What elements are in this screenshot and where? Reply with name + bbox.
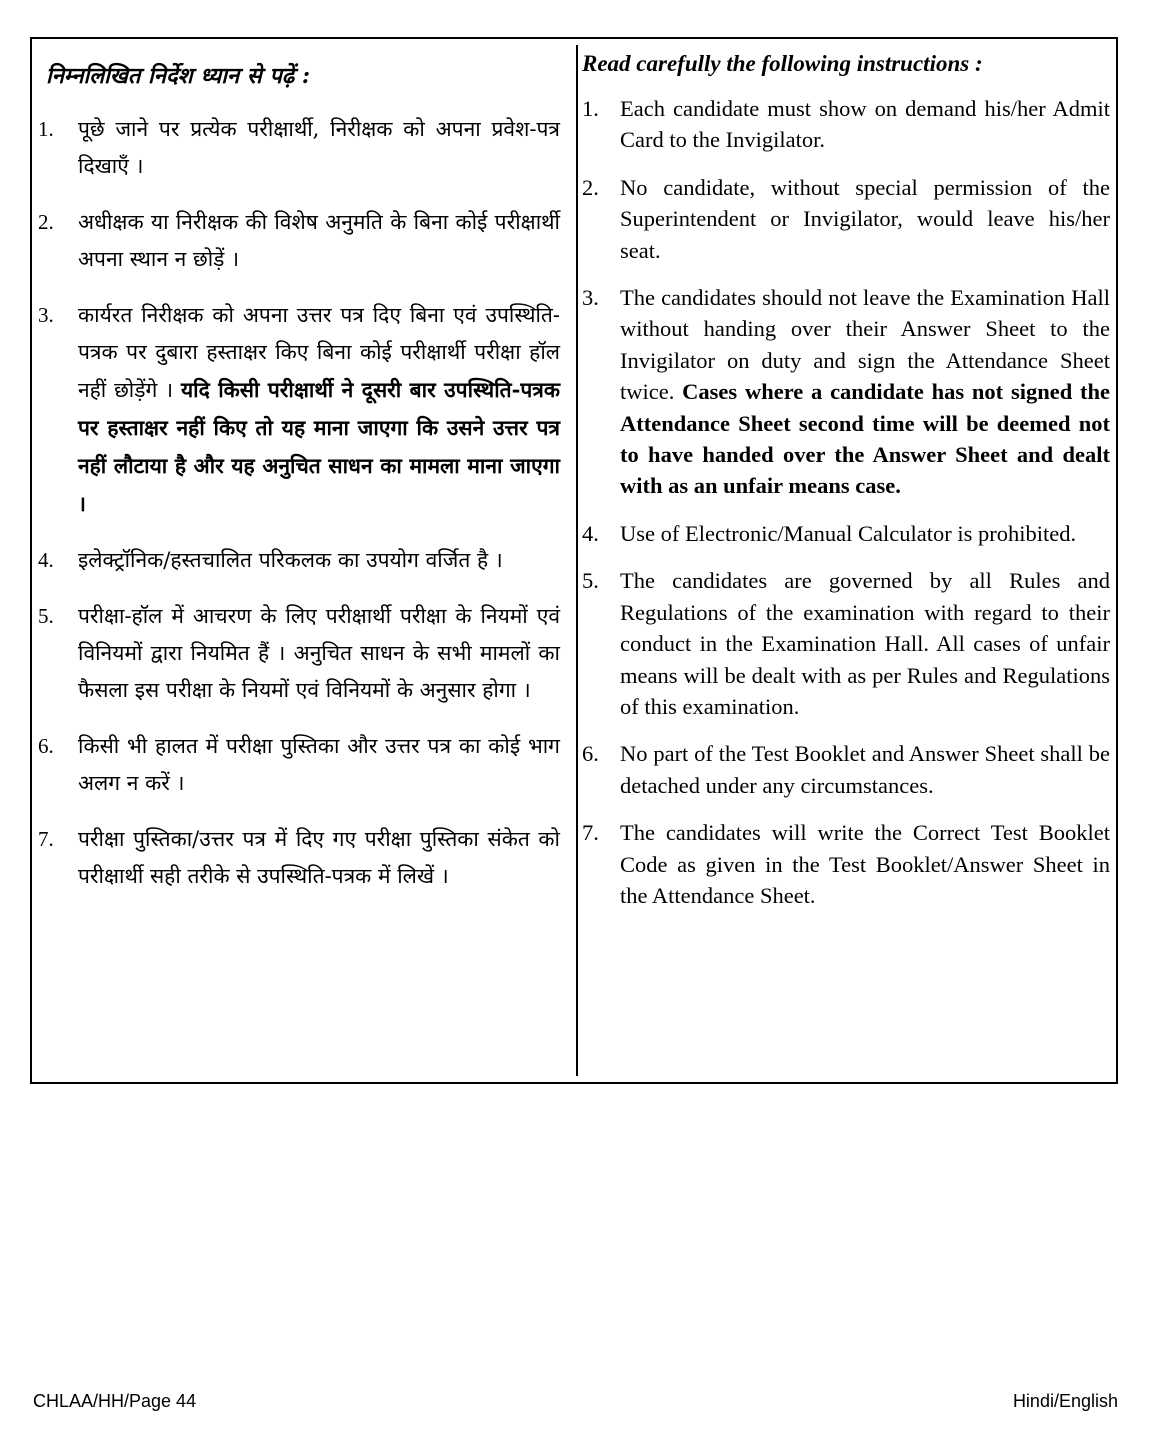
hindi-heading: निम्नलिखित निर्देश ध्यान से पढ़ें : bbox=[46, 63, 311, 89]
english-instructions-column bbox=[582, 39, 1110, 927]
item-number: 2. bbox=[582, 174, 599, 200]
hindi-instruction-item bbox=[38, 111, 560, 185]
item-number: 1. bbox=[38, 117, 54, 141]
item-bold-text: यदि किसी परीक्षार्थी ने दूसरी बार उपस्थिति-पत्रक पर हस्ताक्षर नहीं किए तो यह माना जाएगा कि उसने उत्तर पत्र नहीं लौटाया है और यह अनुचित साधन का मामला माना जाएगा । bbox=[78, 377, 560, 516]
item-number: 6. bbox=[582, 741, 599, 767]
item-text: पूछे जाने पर प्रत्येक परीक्षार्थी, निरीक्षक को अपना प्रवेश-पत्र दिखाएँ । bbox=[78, 117, 560, 178]
english-instruction-item bbox=[582, 738, 1110, 801]
item-text: The candidates will write the Correct Test Booklet Code as given in the Test Booklet/Answer Sheet in the Attendance Sheet. bbox=[620, 820, 1110, 908]
item-number: 1. bbox=[582, 96, 599, 121]
instructions-box bbox=[30, 37, 1118, 1084]
item-number: 7. bbox=[582, 820, 599, 846]
item-text: No part of the Test Booklet and Answer Sheet shall be detached under any circumstances. bbox=[620, 741, 1110, 798]
item-text: Use of Electronic/Manual Calculator is prohibited. bbox=[620, 520, 1077, 546]
english-instruction-item bbox=[582, 282, 1110, 502]
english-instruction-item bbox=[582, 172, 1110, 266]
item-text-container bbox=[620, 282, 1110, 502]
item-number: 4. bbox=[582, 520, 599, 546]
item-text: परीक्षा पुस्तिका/उत्तर पत्र में दिए गए परीक्षा पुस्तिका संकेत को परीक्षार्थी सही तरीके से उपस्थिति-पत्रक में लिखें । bbox=[78, 827, 560, 888]
hindi-instructions-column bbox=[38, 39, 560, 914]
item-number: 7. bbox=[38, 827, 54, 851]
item-number: 3. bbox=[582, 285, 599, 311]
item-text: परीक्षा-हॉल में आचरण के लिए परीक्षार्थी परीक्षा के नियमों एवं विनियमों द्वारा नियमित हैं । अनुचित साधन के सभी मामलों का फैसला इस परीक्षा के नियमों एवं विनियमों के अनुसार होगा । bbox=[78, 604, 560, 702]
hindi-instruction-item bbox=[38, 297, 560, 523]
english-instruction-item bbox=[582, 817, 1110, 911]
hindi-instruction-item bbox=[38, 598, 560, 709]
item-number: 6. bbox=[38, 734, 54, 758]
item-number: 5. bbox=[38, 604, 54, 628]
page-code: CHLAA/HH/Page 44 bbox=[33, 1391, 197, 1411]
hindi-instruction-item bbox=[38, 542, 560, 579]
item-text: इलेक्ट्रॉनिक/हस्तचालित परिकलक का उपयोग वर्जित है । bbox=[78, 548, 503, 572]
item-number: 2. bbox=[38, 210, 54, 234]
english-heading: Read carefully the following instructions : bbox=[582, 51, 983, 76]
english-instruction-item bbox=[582, 93, 1110, 156]
english-instruction-item bbox=[582, 565, 1110, 722]
item-text: The candidates are governed by all Rules and Regulations of the examination with regard to their conduct in the Examination Hall. All cases of unfair means will be dealt with as per Rules and Regulations of this examination. bbox=[620, 568, 1110, 719]
item-text: The candidates should not leave the Examination Hall without handing over their Answer Sheet to the Invigilator on duty and sign the Attendance Sheet twice. bbox=[620, 285, 1110, 405]
english-instruction-item bbox=[582, 518, 1110, 549]
item-text: अधीक्षक या निरीक्षक की विशेष अनुमति के बिना कोई परीक्षार्थी अपना स्थान न छोड़ें । bbox=[78, 210, 560, 271]
item-text: किसी भी हालत में परीक्षा पुस्तिका और उत्तर पत्र का कोई भाग अलग न करें । bbox=[78, 734, 560, 795]
item-text: No candidate, without special permission of the Superintendent or Invigilator, would leave his/her seat. bbox=[620, 174, 1110, 263]
english-instruction-list bbox=[582, 93, 1110, 911]
item-text: Each candidate must show on demand his/her Admit Card to the Invigilator. bbox=[620, 96, 1110, 153]
language-label: Hindi/English bbox=[1012, 1391, 1118, 1411]
item-number: 4. bbox=[38, 548, 54, 572]
hindi-instruction-list bbox=[38, 111, 560, 895]
item-text-container bbox=[78, 297, 560, 523]
item-text: कार्यरत निरीक्षक को अपना उत्तर पत्र दिए बिना एवं उपस्थिति-पत्रक पर दुबारा हस्ताक्षर किए बिना कोई परीक्षार्थी परीक्षा हॉल नहीं छोड़ेंगे । bbox=[78, 303, 560, 402]
hindi-instruction-item bbox=[38, 204, 560, 278]
hindi-instruction-item bbox=[38, 728, 560, 802]
item-number: 3. bbox=[38, 303, 54, 327]
hindi-instruction-item bbox=[38, 821, 560, 895]
item-number: 5. bbox=[582, 568, 599, 594]
column-divider bbox=[576, 45, 578, 1076]
item-bold-text: Cases where a candidate has not signed the Attendance Sheet second time will be deemed not to have handed over the Answer Sheet and dealt with as an unfair means case. bbox=[620, 379, 1111, 499]
